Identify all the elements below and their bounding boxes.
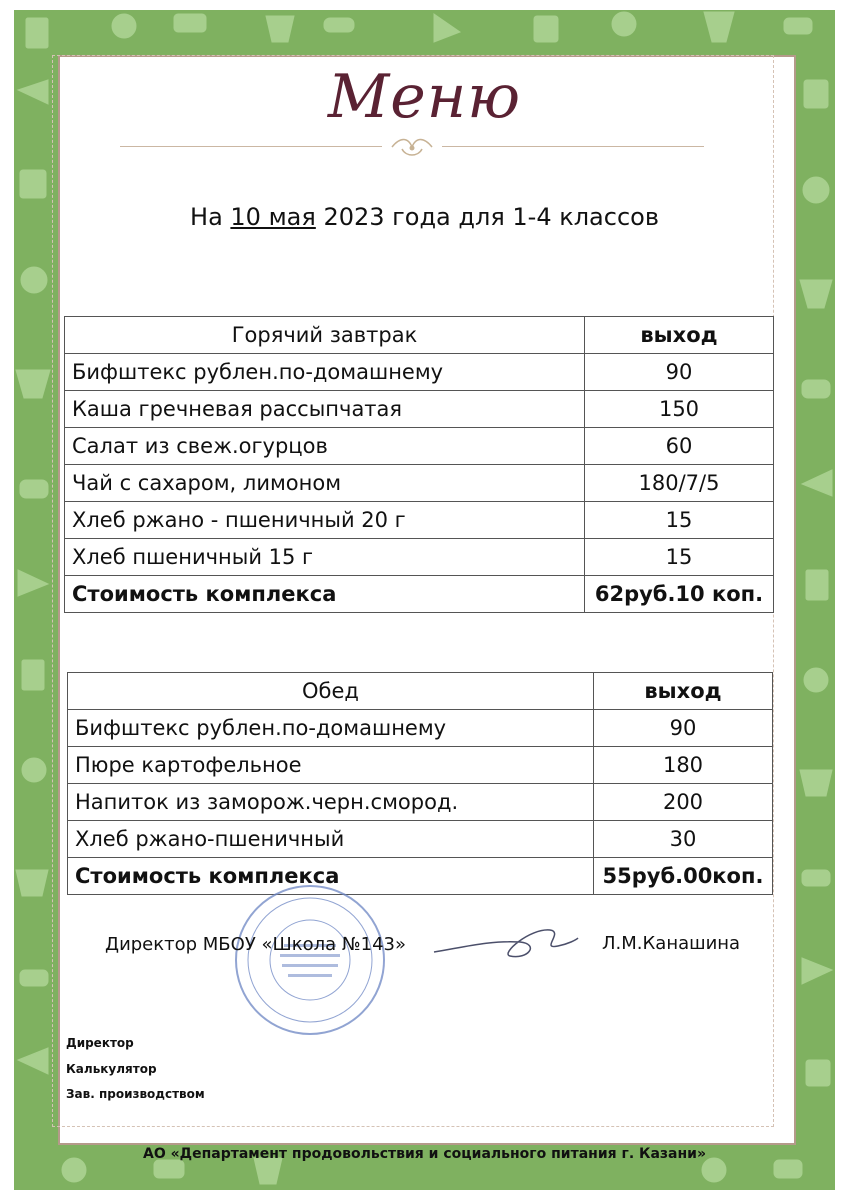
breakfast-table [64,316,774,613]
total-label: Стоимость комплекса [65,576,585,613]
dish-qty: 60 [585,428,774,465]
table-row [65,354,774,391]
total-price: 55руб.00коп. [594,858,773,895]
dish-name: Хлеб ржано-пшеничный [68,821,594,858]
dish-name: Напиток из заморож.черн.смород. [68,784,594,821]
director-name: Л.М.Канашина [602,933,741,954]
breakfast-header-qty: выход [585,317,774,354]
table-row [68,747,773,784]
school-seal-stamp [232,882,388,1038]
dish-name: Пюре картофельное [68,747,594,784]
total-row [68,858,773,895]
staff-production-head: Зав. производством [66,1087,205,1101]
total-row [65,576,774,613]
dish-qty: 15 [585,502,774,539]
lunch-header-qty: выход [594,673,773,710]
table-row [68,821,773,858]
table-row [65,502,774,539]
dish-qty: 180 [594,747,773,784]
dish-name: Бифштекс рублен.по-домашнему [68,710,594,747]
dish-name: Каша гречневая рассыпчатая [65,391,585,428]
staff-calculator: Калькулятор [66,1062,157,1076]
table-row [68,710,773,747]
lunch-table [67,672,773,895]
dish-qty: 200 [594,784,773,821]
table-header-row [68,673,773,710]
page-title: Меню [327,62,522,132]
dish-qty: 90 [594,710,773,747]
table-row [68,784,773,821]
dish-name: Бифштекс рублен.по-домашнему [65,354,585,391]
dish-qty: 30 [594,821,773,858]
footer-organization: АО «Департамент продовольствия и социального питания г. Казани» [142,1146,707,1162]
table-row [65,539,774,576]
flourish-ornament [388,135,436,159]
director-signature [430,920,580,966]
table-header-row [65,317,774,354]
breakfast-header-name: Горячий завтрак [65,317,585,354]
subtitle-suffix: 2023 года для 1-4 классов [315,203,659,231]
table-row [65,465,774,502]
subtitle-prefix: На [190,203,231,231]
dish-qty: 15 [585,539,774,576]
dish-name: Хлеб пшеничный 15 г [65,539,585,576]
dish-qty: 180/7/5 [585,465,774,502]
dish-qty: 150 [585,391,774,428]
total-label: Стоимость комплекса [68,858,594,895]
ornament-line-left [120,146,382,147]
menu-date-line [0,203,849,231]
director-label: Директор МБОУ «Школа №143» [105,934,407,955]
menu-date: 10 мая [230,203,316,231]
ornament-line-right [442,146,704,147]
dish-name: Хлеб ржано - пшеничный 20 г [65,502,585,539]
table-row [65,428,774,465]
dish-qty: 90 [585,354,774,391]
lunch-header-name: Обед [68,673,594,710]
dish-name: Салат из свеж.огурцов [65,428,585,465]
staff-director: Директор [66,1036,134,1050]
table-row [65,391,774,428]
total-price: 62руб.10 коп. [585,576,774,613]
dish-name: Чай с сахаром, лимоном [65,465,585,502]
